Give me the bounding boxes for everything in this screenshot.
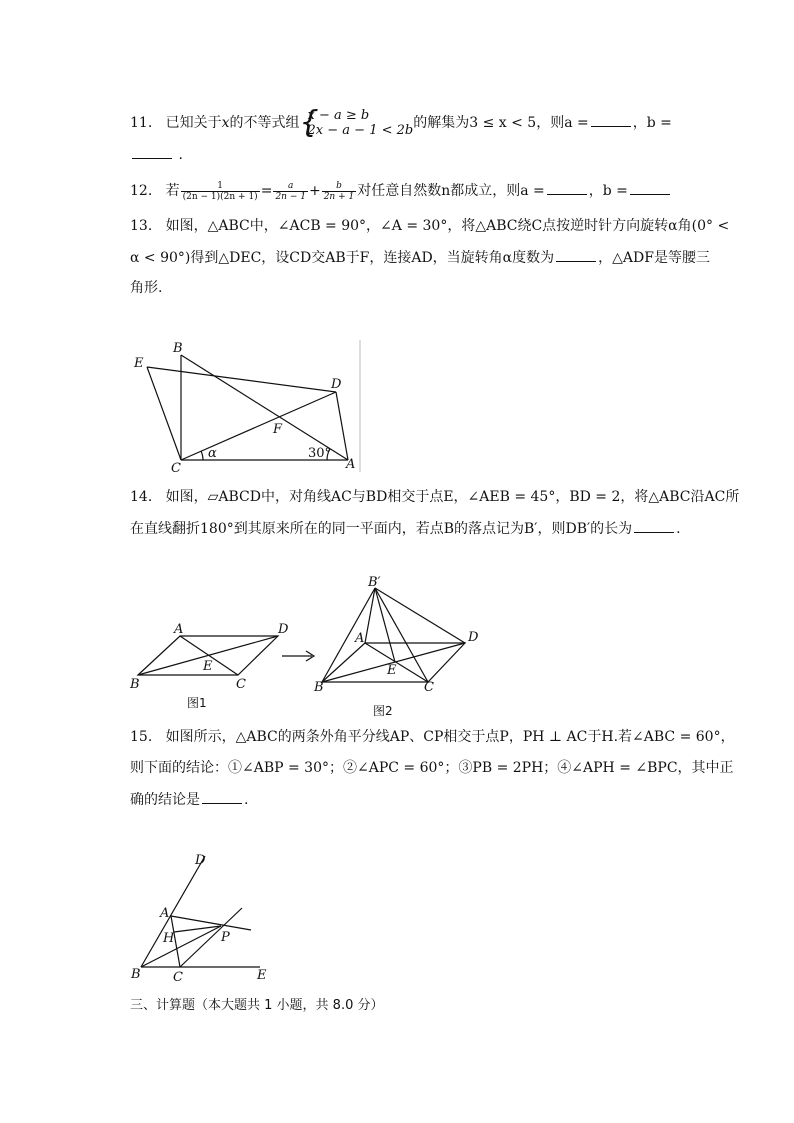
q12-fraction-1-den: (2n − 1)(2n + 1) <box>182 191 258 202</box>
q11-answer-blank-b[interactable] <box>132 144 172 159</box>
q12-line <box>130 180 672 202</box>
q12-fraction-2 <box>273 181 308 202</box>
q12-fraction-3-num: b <box>322 181 357 192</box>
q11-answer-blank-a[interactable] <box>591 112 631 127</box>
q15-text-1: 如图所示，△ABC的两条外角平分线AP、CP相交于点P，PH ⊥ AC于H.若∠ABC = 60°， <box>165 729 735 745</box>
q14-text-1: 如图，▱ABCD中，对角线AC与BD相交于点E，∠AEB = 45°，BD = 2，将△ABC沿AC所 <box>165 489 740 505</box>
fig14-2-label-D: D <box>468 630 479 645</box>
q11-text-sep: ，b = <box>632 115 672 131</box>
q15-line3 <box>130 789 248 810</box>
q11-text-post: 的解集为3 ≤ x < 5，则a = <box>413 115 589 131</box>
fig14-caption-2: 图2 <box>373 704 393 718</box>
fig13-label-E: E <box>134 356 144 371</box>
q13-line3 <box>130 278 162 298</box>
q13-answer-blank[interactable] <box>556 247 596 262</box>
q15-line1 <box>130 727 735 747</box>
q14-text-2a: 在直线翻折180°到其原来所在的同一平面内，若点B的落点记为B′，则DB′的长为 <box>130 521 633 537</box>
fig14-1-label-C: C <box>236 677 246 692</box>
q11-var-x: x <box>221 115 230 131</box>
q13-text-3: 角形. <box>130 280 163 296</box>
q15-text-3b: . <box>244 792 249 808</box>
q14-line1 <box>130 487 739 507</box>
q13-text-1: 如图，△ABC中，∠ACB = 90°，∠A = 30°，将△ABC绕C点按逆时针方向旋转α角(0° < <box>165 218 730 234</box>
section-3-heading: 三、计算题（本大题共 1 小题，共 8.0 分） <box>130 998 384 1013</box>
q13-line1 <box>130 216 729 236</box>
q13-text-2b: ，△ADF是等腰三 <box>598 250 710 266</box>
fig14-2-label-B: B <box>314 680 324 695</box>
fig13-segment-EC <box>147 367 181 460</box>
q12-fraction-3 <box>322 181 357 202</box>
q13-number: 13. <box>130 218 153 234</box>
fig14-1-label-E: E <box>203 659 213 674</box>
fig15-bisector-C <box>180 908 242 967</box>
fig15-label-P: P <box>221 930 230 945</box>
fig14-2-segment-BpC <box>375 588 428 682</box>
q15-figure <box>125 850 275 985</box>
fig14-2-diagonal-AC <box>365 643 428 682</box>
q12-fraction-3-den: 2n + 1 <box>323 191 355 202</box>
q12-plus: + <box>308 183 321 199</box>
q12-fraction-2-den: 2n − 1 <box>275 191 306 202</box>
fig13-label-F: F <box>273 422 283 437</box>
q11-line2 <box>130 144 183 165</box>
q15-answer-blank[interactable] <box>202 789 242 804</box>
fig13-label-B: B <box>173 341 183 356</box>
fig14-1-label-D: D <box>278 622 289 637</box>
fig13-label-A: A <box>346 457 356 472</box>
q12-equals: = <box>260 183 273 199</box>
fig13-segment-DA <box>336 392 348 460</box>
fig15-label-C: C <box>173 970 183 985</box>
fig13-label-C: C <box>171 461 181 476</box>
fig14-2-label-Bprime: B′ <box>368 575 381 590</box>
q13-figure <box>128 336 368 476</box>
fig14-caption-1: 图1 <box>187 696 207 710</box>
fig13-angle-alpha-arc <box>201 451 203 460</box>
fig13-label-30deg: 30° <box>308 446 332 461</box>
fig14-2-label-C: C <box>424 680 434 695</box>
fig14-2-segment-BpD <box>375 588 465 643</box>
fig15-label-E: E <box>257 968 267 983</box>
q11-text-pre: 已知关于 <box>165 115 222 131</box>
q13-line2 <box>130 247 710 268</box>
q12-text-pre: 若 <box>165 183 180 199</box>
q12-answer-blank-a[interactable] <box>547 180 587 195</box>
fig15-bisector-A <box>171 916 251 930</box>
q12-fraction-1 <box>181 181 260 202</box>
q14-text-2b: . <box>676 521 681 537</box>
q11-inequality-1: x − a ≥ b <box>307 108 370 123</box>
q12-fraction-2-num: a <box>273 181 308 192</box>
q12-answer-blank-b[interactable] <box>630 180 670 195</box>
q12-text-post: 对任意自然数n都成立，则a = <box>357 183 545 199</box>
q14-answer-blank[interactable] <box>634 518 674 533</box>
fig14-2-label-E: E <box>387 663 397 678</box>
q13-text-2a: α < 90°)得到△DEC，设CD交AB于F，连接AD，当旋转角α度数为 <box>130 250 555 266</box>
fig13-segment-ED <box>147 367 336 392</box>
q14-figure <box>125 570 495 720</box>
q11-end: . <box>178 147 183 163</box>
fig14-1-label-B: B <box>130 677 140 692</box>
fig14-1-label-A: A <box>174 622 184 637</box>
fig15-label-H: H <box>163 931 175 946</box>
q12-fraction-1-num: 1 <box>181 181 260 192</box>
fig13-segment-BA <box>181 355 348 460</box>
q15-text-3a: 确的结论是 <box>130 792 200 808</box>
fig13-label-D: D <box>331 377 342 392</box>
fig15-label-B: B <box>131 967 141 982</box>
fig14-2-label-A: A <box>355 631 365 646</box>
q15-line2 <box>130 758 734 778</box>
fig15-label-D: D <box>195 853 206 868</box>
fig13-label-alpha: α <box>208 446 217 461</box>
q12-number: 12. <box>130 183 153 199</box>
fig15-label-A: A <box>160 906 170 921</box>
q14-number: 14. <box>130 489 153 505</box>
q11-inequality-2: 2x − a − 1 < 2b <box>307 123 414 138</box>
q11-text-mid: 的不等式组 <box>229 115 300 131</box>
q15-text-2: 则下面的结论：①∠ABP = 30°；②∠APC = 60°；③PB = 2PH；④∠APH = ∠BPC，其中正 <box>130 760 734 776</box>
q11-line1 <box>130 105 672 140</box>
q15-number: 15. <box>130 729 153 745</box>
q11-number: 11. <box>130 115 153 131</box>
q14-line2 <box>130 518 681 539</box>
q11-inequality-system: { x − a ≥ b 2x − a − 1 < 2b <box>299 105 414 140</box>
q12-text-sep: ，b = <box>588 183 628 199</box>
